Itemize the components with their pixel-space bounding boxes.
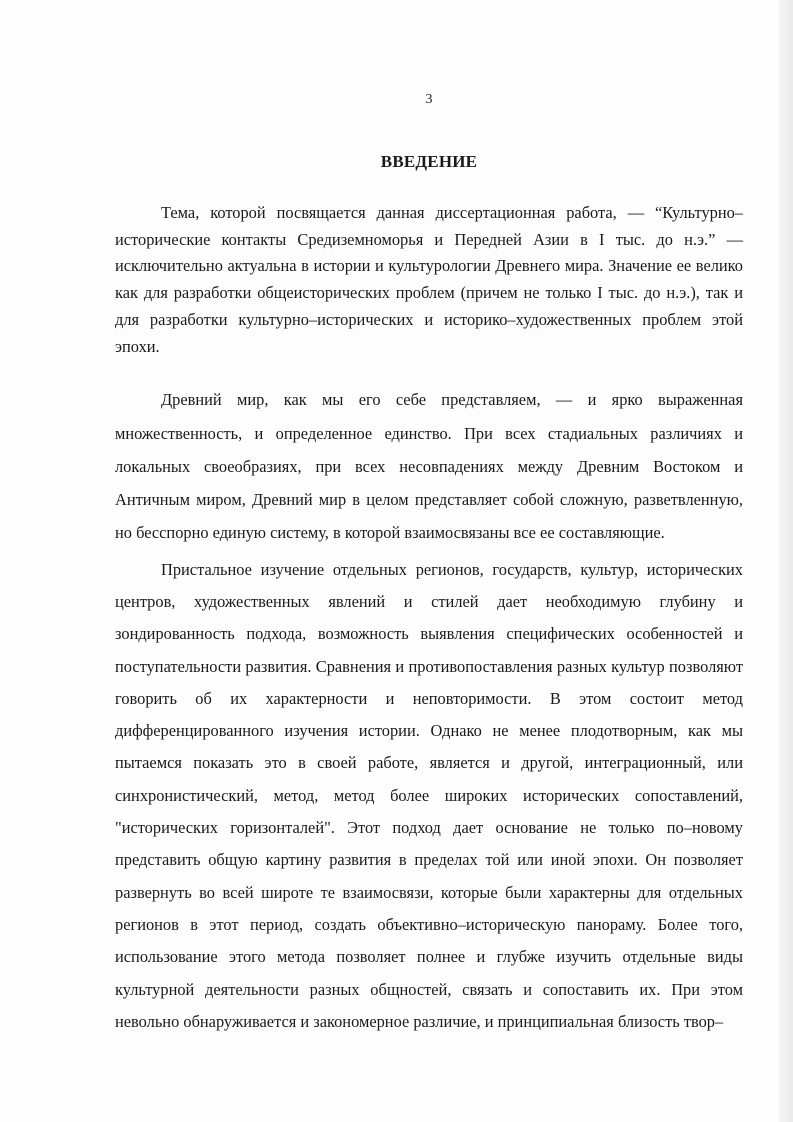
page-number: 3: [425, 92, 433, 107]
paragraph-method: Пристальное изучение отдельных регионов, государств, культур, исторических центров, художественных явлений и стилей дает необходимую глубину и зондированность подхода, возможность выявления специфических особенностей и поступательности развития. Сравнения и противопоставления разных культур позволяют говорить об их характерности и неповторимости. В этом состоит метод дифференцированного изучения истории. Однако не менее плодотворным, как мы пытаемся показать это в своей работе, является и другой, интеграционный, или синхронистический, метод, метод более широких исторических сопоставлений, "исторических горизонталей". Этот подход дает основание не только по–новому представить общую картину развития в пределах той или иной эпохи. Он позволяет развернуть во всей широте те взаимосвязи, которые были характерны для отдельных регионов в этот период, создать объективно–историческую панораму. Более того, использование этого метода позволяет полнее и глубже изучить отдельные виды культурной деятельности разных общностей, связать и сопоставить их. При этом невольно обнаруживается и закономерное различие, и принципиальная близость твор–: [115, 559, 743, 1031]
paragraph-topic: Тема, которой посвящается данная диссертационная работа, — “Культурно–исторические контакты Средиземноморья и Передней Азии в I тыс. до н.э.” — исключительно актуальна в истории и культурологии Древнего мира. Значение ее велико как для разработки общеисторических проблем (причем не только I тыс. до н.э.), так и для разработки культурно–исторических и историко–художественных проблем этой эпохи.: [115, 203, 743, 356]
paragraph-ancient-world: Древний мир, как мы его себе представляем, — и ярко выраженная множественность, и определенное единство. При всех стадиальных различиях и локальных своеобразиях, при всех несовпадениях между Древним Востоком и Античным миром, Древний мир в целом представляет собой сложную, разветвленную, но бесспорно единую систему, в которой взаимосвязаны все ее составляющие.: [115, 390, 743, 543]
section-heading: ВВЕДЕНИЕ: [380, 152, 478, 171]
body-text: [115, 200, 743, 1038]
